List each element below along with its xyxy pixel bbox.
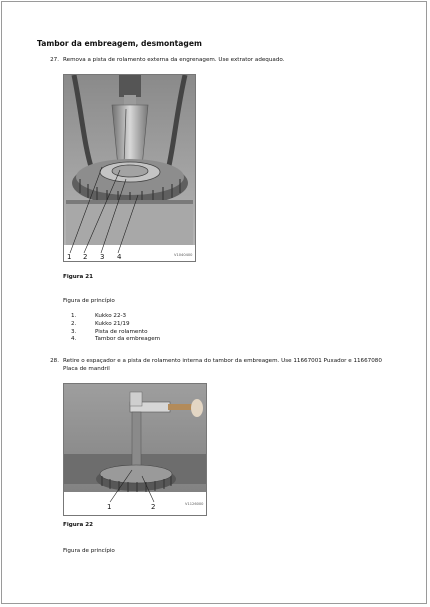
step-27 [37, 57, 417, 65]
image-id: V1126000 [185, 502, 204, 506]
step-text-line-2: Placa de mandril [63, 366, 110, 372]
step-text-line-1: Retire o espaçador e a pista de rolamento interna do tambor da embreagem. Use 11667001 Puxador e 11667080 [63, 358, 382, 364]
list-item: 3. Pista de rolamento [71, 328, 148, 335]
callout-3: 3 [100, 253, 105, 261]
figure-21-caption: Figura 21 [63, 274, 93, 280]
figure-21-photo [63, 74, 196, 262]
image-id: V1040400 [174, 253, 193, 257]
list-item: 4. Tambor da embreagem [71, 336, 161, 343]
figure-22-subcaption: Figura de princípio [63, 548, 115, 554]
clutch-drum-puller-image [64, 75, 195, 261]
step-28 [37, 358, 422, 376]
step-number: 27. [50, 57, 59, 63]
callout-2: 2 [151, 503, 156, 511]
callout-4: 4 [117, 253, 122, 261]
figure-21-subcaption: Figura de princípio [63, 298, 115, 304]
figure-22-caption: Figura 22 [63, 522, 93, 528]
step-number: 28. [50, 358, 59, 364]
section-title: Tambor da embreagem, desmontagem [37, 39, 202, 48]
list-item: 1. Kukko 22-3 [71, 313, 127, 319]
callout-2: 2 [83, 253, 88, 261]
callout-1: 1 [67, 253, 72, 261]
step-text: Remova a pista de rolamento externa da engrenagem. Use extrator adequado. [63, 57, 285, 63]
mandrel-press-image [64, 384, 206, 515]
figure-22-photo [63, 383, 207, 516]
list-item: 2. Kukko 21/19 [71, 320, 130, 327]
parts-list [71, 313, 271, 344]
callout-1: 1 [107, 503, 112, 511]
